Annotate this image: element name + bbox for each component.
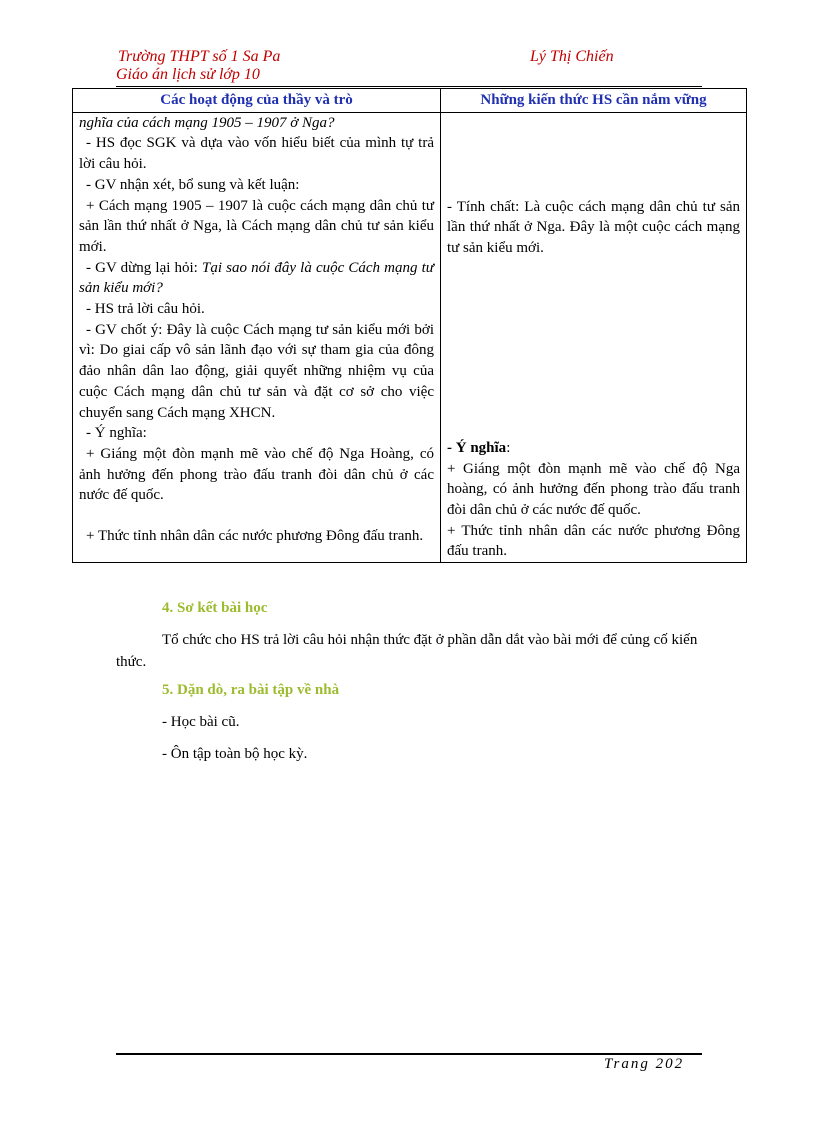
knowledge-heading (447, 438, 740, 459)
school-name: Trường THPT số 1 Sa Pa (118, 48, 281, 65)
knowledge-text: - Tính chất: Là cuộc cách mạng dân chủ tư sản lần thứ nhất ở Nga. Đây là một cuộc cách mạng tư sản kiểu mới. (447, 198, 740, 257)
lesson-table (72, 88, 747, 563)
page-number: Trang 202 (604, 1056, 685, 1072)
activity-text: + Giáng một đòn mạnh mẽ vào chế độ Nga Hoàng, có ảnh hưởng đến phong trào đấu tranh đòi dân chủ ở các nước đế quốc. (79, 445, 434, 504)
table-row (73, 112, 747, 562)
homework-item-1: - Học bài cũ. (162, 714, 240, 730)
activity-text: - GV dừng lại hỏi: (86, 259, 202, 276)
section-4-title: 4. Sơ kết bài học (162, 600, 268, 616)
activity-text: + Cách mạng 1905 – 1907 là cuộc cách mạng dân chủ tư sản lần thứ nhất ở Nga, là Cách mạng dân chủ tư sản kiểu mới. (79, 197, 434, 255)
section-4-body: Tổ chức cho HS trả lời câu hỏi nhận thức đặt ở phần dẫn dắt vào bài mới để củng cố kiến thức. (116, 632, 698, 670)
activity-text: - HS đọc SGK và dựa vào vốn hiểu biết của mình tự trả lời câu hỏi. (79, 135, 434, 173)
footer-divider (116, 1053, 702, 1055)
knowledge-cell (441, 112, 747, 562)
activity-text: - Ý nghĩa: (86, 425, 147, 442)
header-divider (116, 86, 702, 87)
activity-question (79, 258, 434, 299)
section-5-title: 5. Dặn dò, ra bài tập về nhà (162, 682, 340, 698)
knowledge-heading-colon: : (506, 439, 511, 456)
col-activities-header: Các hoạt động của thầy và trò (73, 89, 441, 113)
knowledge-text: + Thức tỉnh nhân dân các nước phương Đông đấu tranh. (447, 522, 740, 560)
homework-item-2: - Ôn tập toàn bộ học kỳ. (162, 746, 308, 762)
activity-text: - HS trả lời câu hỏi. (86, 301, 205, 318)
question-text: Tại sao nói đây là cuộc Cách mạng tư sản kiểu mới? (79, 259, 434, 297)
activity-text: nghĩa của cách mạng 1905 – 1907 ở Nga? (79, 114, 335, 131)
knowledge-heading-bold: - Ý nghĩa (447, 439, 507, 456)
activities-cell (73, 112, 441, 562)
table-header-row (73, 89, 747, 113)
activity-text: + Thức tỉnh nhân dân các nước phương Đông đấu tranh. (86, 528, 424, 545)
activity-text: - GV chốt ý: Đây là cuộc Cách mạng tư sản kiểu mới bởi vì: Do giai cấp vô sản lãnh đạo với sự tham gia của đông đảo nhân dân lao động, giải quyết những nhiệm vụ của cuộc Cách mạng dân chủ tư sản và đặt cơ sở cho việc chuyển sang Cách mạng XHCN. (79, 321, 434, 421)
col-knowledge-header: Những kiến thức HS cần nắm vững (441, 89, 747, 113)
author-name: Lý Thị Chiến (530, 48, 614, 65)
subject-title: Giáo án lịch sử lớp 10 (116, 66, 260, 83)
knowledge-text: + Giáng một đòn mạnh mẽ vào chế độ Nga hoàng, có ảnh hưởng đến phong trào đấu tranh đòi dân chủ ở các nước đế quốc. (447, 460, 740, 518)
activity-text: - GV nhận xét, bổ sung và kết luận: (86, 176, 300, 193)
